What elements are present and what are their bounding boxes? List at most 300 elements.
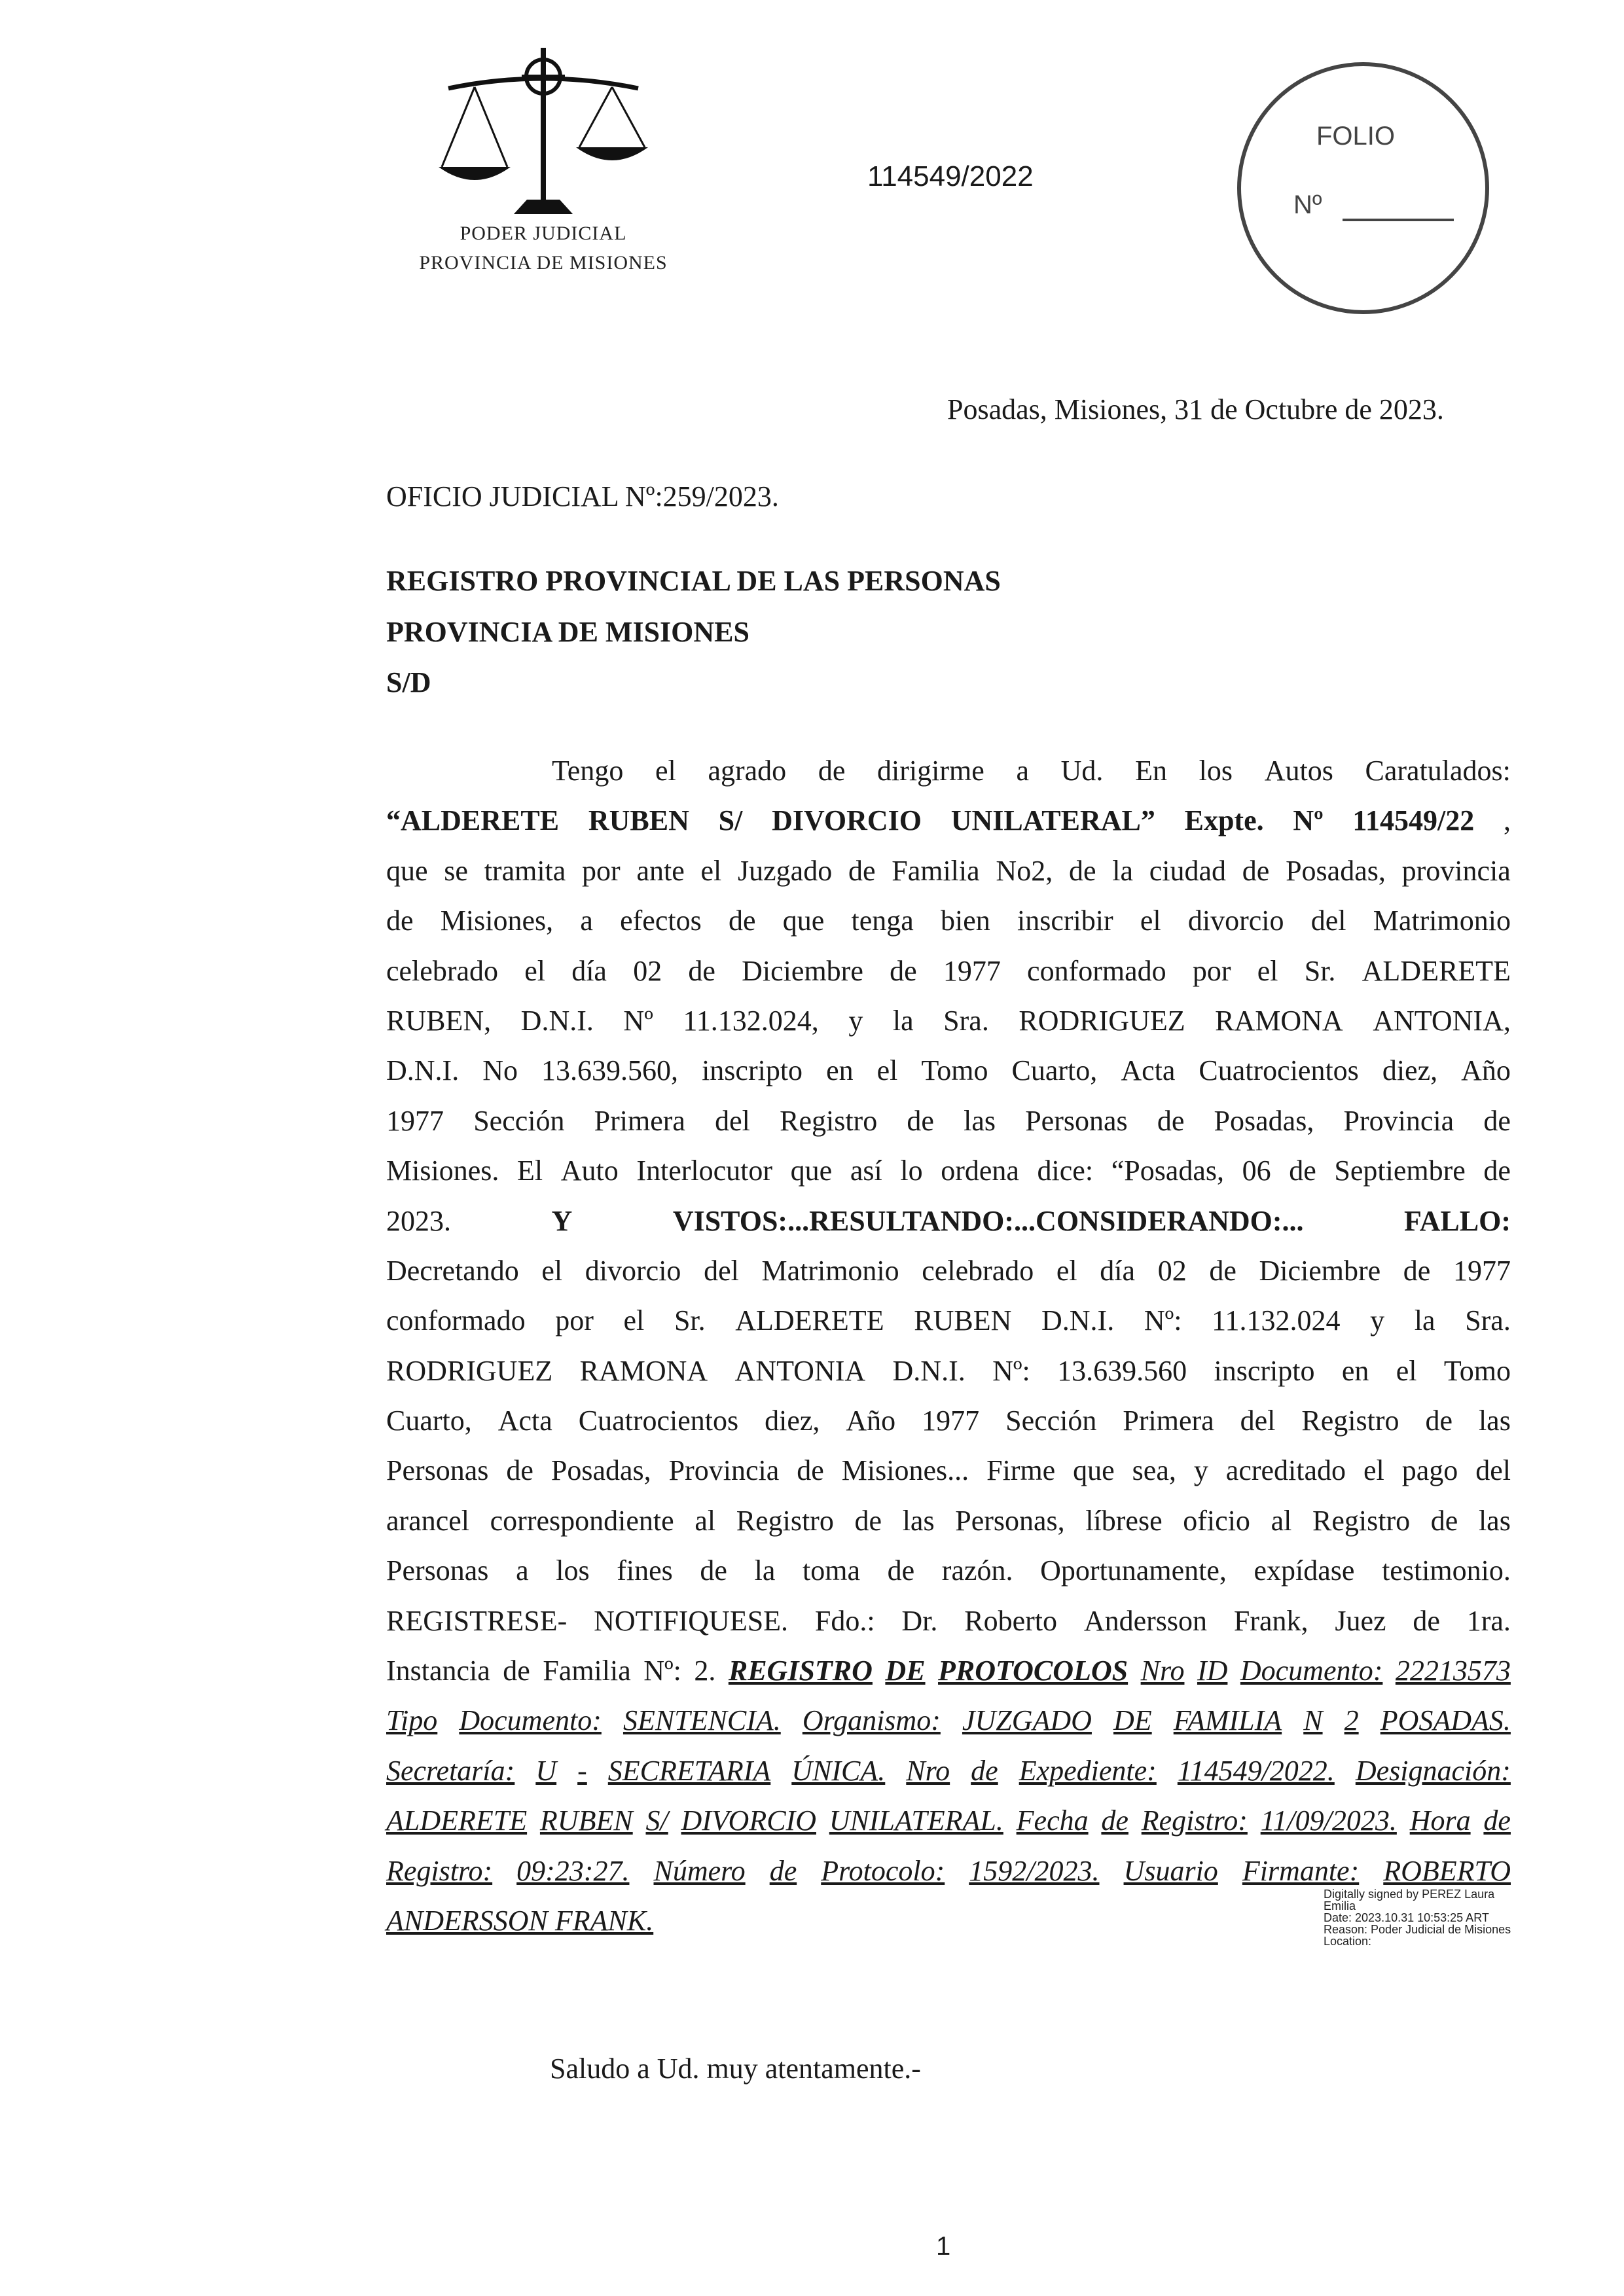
- body-word: de: [688, 954, 715, 987]
- body-word: RUBEN,: [386, 1004, 492, 1037]
- body-word: ANTONIA,: [1373, 1004, 1511, 1037]
- body-word: Número: [653, 1854, 746, 1887]
- body-line: [386, 1646, 1511, 1696]
- body-word: día: [571, 954, 607, 987]
- expediente-number: 114549/2022: [867, 160, 1034, 192]
- body-word: Oportunamente,: [1040, 1554, 1227, 1587]
- body-word: testimonio.: [1382, 1554, 1511, 1587]
- body-word: Primera: [594, 1104, 685, 1137]
- body-word: Personas: [386, 1554, 489, 1587]
- body-word: las: [1478, 1405, 1511, 1437]
- body-word: ALDERETE: [1362, 954, 1511, 987]
- body-line: [386, 1796, 1511, 1846]
- body-word: FAMILIA: [1173, 1704, 1282, 1737]
- body-word: y: [1193, 1454, 1208, 1487]
- body-line: [386, 1446, 1511, 1496]
- body-line: [386, 1296, 1511, 1346]
- body-line: [386, 946, 1511, 996]
- body-word: Primera: [1123, 1405, 1214, 1437]
- poder-judicial-logo: [399, 43, 687, 291]
- body-word: No2,: [996, 854, 1053, 887]
- body-line: [386, 1146, 1511, 1196]
- body-word: Firmante:: [1242, 1854, 1360, 1887]
- body-word: del: [715, 1104, 750, 1137]
- body-word: acreditado: [1225, 1454, 1346, 1487]
- signature-line-3: Date: 2023.10.31 10:53:25 ART: [1324, 1911, 1489, 1924]
- body-word: ROBERTO: [1383, 1854, 1511, 1887]
- body-word: dice:: [1037, 1155, 1094, 1187]
- body-word: Protocolo:: [821, 1854, 945, 1887]
- body-word: Organismo:: [802, 1704, 941, 1737]
- body-word: oficio: [1183, 1504, 1250, 1537]
- body-word: 2.: [694, 1655, 716, 1687]
- body-word: que: [1073, 1454, 1115, 1487]
- logo-line-2: PROVINCIA DE MISIONES: [419, 252, 668, 274]
- body-word: Andersson: [1083, 1604, 1208, 1637]
- body-word: 2023.: [386, 1204, 451, 1237]
- body-word: Acta: [497, 1405, 552, 1437]
- signature-line-5: Location:: [1324, 1935, 1372, 1948]
- body-word: 11.132.024: [1212, 1304, 1341, 1337]
- body-word: En: [1135, 755, 1167, 787]
- body-word: Tomo: [921, 1054, 988, 1087]
- body-word: de: [797, 1454, 824, 1487]
- body-word: inscripto: [1214, 1354, 1315, 1387]
- body-word: DE: [885, 1655, 926, 1687]
- body-word: que: [790, 1155, 833, 1187]
- body-word: ALDERETE: [386, 1804, 528, 1837]
- body-word: Posadas,: [1214, 1104, 1314, 1137]
- body-word: bien: [941, 905, 990, 937]
- folio-number-label: Nº: [1293, 190, 1322, 219]
- scales-of-justice-icon: [435, 43, 651, 219]
- body-word: a: [516, 1554, 529, 1587]
- folio-label: FOLIO: [1316, 122, 1396, 151]
- body-word: los: [1199, 755, 1233, 787]
- body-word: Registro: [1301, 1405, 1399, 1437]
- body-word: correspondiente: [490, 1504, 674, 1537]
- body-line: [386, 1046, 1511, 1096]
- body-word: UNILATERAL.: [829, 1804, 1003, 1837]
- body-word: Cuatrocientos: [578, 1405, 739, 1437]
- body-word: de: [907, 1104, 934, 1137]
- body-word: RAMONA: [1215, 1004, 1343, 1037]
- body-word: RAMONA: [579, 1354, 708, 1387]
- body-word: diez,: [1382, 1054, 1438, 1087]
- body-word: JUZGADO: [962, 1704, 1092, 1737]
- logo-line-1: PODER JUDICIAL: [460, 223, 627, 244]
- body-word: se: [444, 854, 468, 887]
- body-word: RUBEN: [914, 1304, 1012, 1337]
- folio-stamp: [1237, 62, 1489, 314]
- body-word: de: [506, 1454, 533, 1487]
- body-word: así: [850, 1155, 882, 1187]
- body-word: el: [876, 1054, 898, 1087]
- date-line: Posadas, Misiones, 31 de Octubre de 2023.: [947, 393, 1444, 425]
- body-word: expídase: [1254, 1554, 1355, 1587]
- body-word: de: [1413, 1604, 1440, 1637]
- body-word: la: [1414, 1304, 1435, 1337]
- body-word: por: [555, 1304, 594, 1337]
- body-word: Registro: [780, 1104, 878, 1137]
- body-word: inscripto: [702, 1054, 803, 1087]
- body-line: [386, 1096, 1511, 1146]
- body-word: de: [890, 954, 917, 987]
- body-word: el: [1257, 954, 1278, 987]
- body-word: de: [887, 1554, 915, 1587]
- body-word: SENTENCIA.: [623, 1704, 781, 1737]
- body-word: al: [1271, 1504, 1292, 1537]
- body-word: por: [582, 854, 621, 887]
- body-word: 22213573: [1395, 1655, 1511, 1687]
- body-line: [386, 1396, 1511, 1446]
- body-word: arancel: [386, 1504, 469, 1537]
- body-word: el: [1363, 1454, 1384, 1487]
- body-word: de: [854, 1504, 882, 1537]
- body-word: celebrado: [922, 1254, 1034, 1287]
- body-word: RODRIGUEZ: [1019, 1004, 1185, 1037]
- body-word: Ud.: [1060, 755, 1104, 787]
- body-word: 09:23:27.: [516, 1854, 630, 1887]
- body-word: VISTOS:...RESULTANDO:...CONSIDERANDO:...: [672, 1204, 1304, 1237]
- body-word: día: [1100, 1254, 1136, 1287]
- body-word: pago: [1401, 1454, 1458, 1487]
- body-word: de: [1483, 1104, 1511, 1137]
- body-word: el: [1056, 1254, 1077, 1287]
- body-word: DE: [1113, 1704, 1152, 1737]
- body-word: ANDERSSON FRANK.: [386, 1904, 654, 1937]
- body-word: El: [516, 1155, 543, 1187]
- body-word: Personas: [386, 1454, 489, 1487]
- body-word: razón.: [941, 1554, 1013, 1587]
- body-word: Frank,: [1233, 1604, 1308, 1637]
- body-word: Personas: [1025, 1104, 1128, 1137]
- body-word: 13.639.560,: [541, 1054, 679, 1087]
- body-word: Sr.: [1304, 954, 1336, 987]
- body-word: provincia: [1401, 854, 1511, 887]
- body-word: No: [482, 1054, 518, 1087]
- body-word: ANTONIA: [734, 1354, 866, 1387]
- body-word: de: [503, 1655, 530, 1687]
- body-word: Usuario: [1123, 1854, 1218, 1887]
- body-word: de: [728, 905, 756, 937]
- body-word: de: [1209, 1254, 1236, 1287]
- body-word: ID: [1197, 1655, 1228, 1687]
- body-line: [386, 796, 1511, 846]
- body-word: Registro:: [386, 1854, 493, 1887]
- body-word: Posadas,: [550, 1454, 651, 1487]
- addressee-line-3: S/D: [386, 666, 431, 698]
- body-word: Diciembre: [1259, 1254, 1381, 1287]
- body-word: sea,: [1132, 1454, 1176, 1487]
- body-word: el: [700, 854, 722, 887]
- body-word: Provincia: [668, 1454, 780, 1487]
- body-word: D.N.I.: [386, 1054, 460, 1087]
- addressee-line-2: PROVINCIA DE MISIONES: [386, 616, 749, 648]
- body-word: Dr.: [901, 1604, 938, 1637]
- body-word: de: [1157, 1104, 1185, 1137]
- body-word: Nro: [906, 1754, 950, 1787]
- body-word: S/: [718, 804, 743, 837]
- body-word: 2: [1344, 1704, 1359, 1737]
- body-word: 02: [633, 954, 662, 987]
- body-word: el: [524, 954, 545, 987]
- body-word: D.N.I.: [892, 1354, 965, 1387]
- body-word: Sr.: [674, 1304, 706, 1337]
- body-word: y: [1370, 1304, 1385, 1337]
- body-word: Tipo: [386, 1704, 438, 1737]
- body-word: divorcio: [1187, 905, 1284, 937]
- body-word: Sra.: [1465, 1304, 1511, 1337]
- body-word: divorcio: [585, 1254, 681, 1287]
- body-word: Decretando: [386, 1254, 519, 1287]
- body-word: tramita: [484, 854, 566, 887]
- body-word: de: [386, 905, 414, 937]
- body-word: del: [1475, 1454, 1511, 1487]
- body-word: PROTOCOLOS: [938, 1655, 1128, 1687]
- body-word: de: [1425, 1405, 1453, 1437]
- body-word: líbrese: [1085, 1504, 1163, 1537]
- body-word: del: [1310, 905, 1346, 937]
- body-word: D.N.I.: [1041, 1304, 1115, 1337]
- body-word: al: [695, 1504, 716, 1537]
- body-word: 1977: [386, 1104, 444, 1137]
- body-word: “Posadas,: [1111, 1155, 1224, 1187]
- digital-signature: [1324, 1888, 1533, 1947]
- body-word: Expediente:: [1019, 1754, 1157, 1787]
- body-word: Personas,: [955, 1504, 1065, 1537]
- body-word: el: [541, 1254, 563, 1287]
- body-word: N: [1303, 1704, 1323, 1737]
- body-word: Registro: [1312, 1504, 1411, 1537]
- body-word: la: [1112, 854, 1133, 887]
- body-word: la: [892, 1004, 914, 1037]
- body-word: inscribir: [1017, 905, 1113, 937]
- body-word: Expte.: [1184, 804, 1264, 837]
- body-word: Sra.: [943, 1004, 989, 1037]
- body-word: los: [556, 1554, 590, 1587]
- body-word: Instancia: [386, 1655, 490, 1687]
- body-word: Nº:: [643, 1655, 681, 1687]
- body-line: [386, 1746, 1511, 1796]
- body-word: Nº:: [1144, 1304, 1182, 1337]
- body-word: las: [1478, 1504, 1511, 1537]
- body-word: Nº: [623, 1004, 653, 1037]
- signature-line-2: Emilia: [1324, 1899, 1356, 1912]
- body-line: [386, 1196, 1511, 1246]
- body-word: a: [580, 905, 593, 937]
- body-word: ciudad: [1149, 854, 1227, 887]
- signature-line-1: Digitally signed by PEREZ Laura: [1324, 1888, 1495, 1901]
- body-word: Documento:: [459, 1704, 602, 1737]
- body-line: [386, 846, 1511, 896]
- page-number: 1: [936, 2232, 951, 2261]
- body-word: tenga: [851, 905, 914, 937]
- body-word: 06: [1242, 1155, 1271, 1187]
- body-word: Misiones.: [386, 1155, 499, 1187]
- body-word: Provincia: [1343, 1104, 1454, 1137]
- body-word: REGISTRO: [728, 1655, 873, 1687]
- body-word: ante: [636, 854, 685, 887]
- body-word: ordena: [941, 1155, 1019, 1187]
- body-word: Designación:: [1355, 1754, 1511, 1787]
- body-word: 1977: [943, 954, 1001, 987]
- body-word: Nº: [1293, 804, 1324, 837]
- body-word: Cuarto,: [386, 1405, 472, 1437]
- closing-salutation: Saludo a Ud. muy atentamente.-: [550, 2053, 921, 2085]
- body-word: Fecha: [1016, 1804, 1089, 1837]
- body-word: agrado: [708, 755, 787, 787]
- body-line: [386, 996, 1511, 1046]
- body-word: el: [1140, 905, 1161, 937]
- body-word: las: [964, 1104, 996, 1137]
- body-word: U: [535, 1754, 557, 1787]
- body-word: 11.132.024,: [683, 1004, 819, 1037]
- body-word: de: [818, 755, 846, 787]
- body-word: Interlocutor: [636, 1155, 773, 1187]
- body-word: 02: [1157, 1254, 1187, 1287]
- body-word: conformado: [386, 1304, 526, 1337]
- body-word: Año: [846, 1405, 896, 1437]
- body-word: de: [971, 1754, 998, 1787]
- body-word: de: [1403, 1254, 1431, 1287]
- body-word: DIVORCIO: [681, 1804, 816, 1837]
- body-word: Septiembre: [1334, 1155, 1466, 1187]
- body-word: Año: [1461, 1054, 1511, 1087]
- body-word: SECRETARIA: [607, 1754, 771, 1787]
- body-word: 1977: [922, 1405, 980, 1437]
- body-word: Tengo: [552, 755, 624, 787]
- body-word: celebrado: [386, 954, 498, 987]
- body-word: POSADAS.: [1380, 1704, 1511, 1737]
- body-word: que: [386, 854, 428, 887]
- body-word: que: [782, 905, 825, 937]
- body-word: de: [848, 854, 876, 887]
- body-word: Familia: [543, 1655, 631, 1687]
- addressee-line-1: REGISTRO PROVINCIAL DE LAS PERSONAS: [386, 565, 1001, 597]
- body-word: 11/09/2023.: [1260, 1804, 1397, 1837]
- body-word: conformado: [1027, 954, 1166, 987]
- body-word: Misiones...: [841, 1454, 969, 1487]
- body-word: Familia: [892, 854, 980, 887]
- body-word: de: [700, 1554, 727, 1587]
- body-word: D.N.I.: [520, 1004, 594, 1037]
- body-word: RODRIGUEZ: [386, 1354, 553, 1387]
- body-word: FALLO:: [1404, 1204, 1511, 1237]
- body-word: Tomo: [1443, 1354, 1511, 1387]
- body-word: Matrimonio: [761, 1254, 899, 1287]
- body-line: [386, 896, 1511, 946]
- body-word: Secretaría:: [386, 1754, 515, 1787]
- body-word: y: [848, 1004, 863, 1037]
- body-word: Cuarto,: [1011, 1054, 1098, 1087]
- body-word: Caratulados:: [1365, 755, 1511, 787]
- body-word: toma: [803, 1554, 860, 1587]
- body-word: S/: [645, 1804, 668, 1837]
- body-word: Matrimonio: [1373, 905, 1511, 937]
- body-word: Sección: [1005, 1405, 1097, 1437]
- body-word: 114549/2022.: [1177, 1754, 1335, 1787]
- body-word: Hora: [1409, 1804, 1471, 1837]
- body-word: la: [754, 1554, 776, 1587]
- body-word: NOTIFIQUESE.: [594, 1604, 789, 1637]
- body-word: las: [902, 1504, 935, 1537]
- body-line: [386, 1696, 1511, 1746]
- body-word: Posadas,: [1286, 854, 1386, 887]
- folio-number-blank: [1343, 219, 1454, 221]
- body-word: Roberto: [964, 1604, 1057, 1637]
- body-word: Firme: [986, 1454, 1056, 1487]
- body-word: RUBEN: [588, 804, 689, 837]
- body-word: Acta: [1121, 1054, 1176, 1087]
- body-line: [386, 1596, 1511, 1646]
- body-word: efectos: [620, 905, 702, 937]
- body-word: Documento:: [1240, 1655, 1383, 1687]
- body-word: en: [1341, 1354, 1369, 1387]
- body-word: Registro: [736, 1504, 834, 1537]
- body-word: 1592/2023.: [969, 1854, 1100, 1887]
- oficio-number: OFICIO JUDICIAL Nº:259/2023.: [386, 480, 779, 512]
- body-line: [386, 1496, 1511, 1546]
- body-word: Registro:: [1141, 1804, 1248, 1837]
- body-word: del: [1240, 1405, 1276, 1437]
- body-word: por: [1192, 954, 1231, 987]
- body-word: Juez: [1335, 1604, 1386, 1637]
- body-word: lo: [900, 1155, 923, 1187]
- body-word: de: [1483, 1155, 1511, 1187]
- body-word: de: [1430, 1504, 1458, 1537]
- body-line: [386, 1346, 1511, 1396]
- body-word: Misiones,: [440, 905, 554, 937]
- body-word: Autos: [1264, 755, 1333, 787]
- body-line: [386, 1246, 1511, 1296]
- body-word: de: [1101, 1804, 1128, 1837]
- body-word: en: [826, 1054, 854, 1087]
- body-line: [386, 1546, 1511, 1596]
- signature-line-4: Reason: Poder Judicial de Misiones: [1324, 1923, 1511, 1936]
- body-word: del: [704, 1254, 739, 1287]
- body-word: diez,: [765, 1405, 820, 1437]
- body-word: RUBEN: [539, 1804, 633, 1837]
- body-word: Cuatrocientos: [1199, 1054, 1359, 1087]
- body-word: de: [1242, 854, 1270, 887]
- body-word: -: [577, 1754, 587, 1787]
- body-word: 1977: [1453, 1254, 1511, 1287]
- body-word: Sección: [473, 1104, 565, 1137]
- body-word: 13.639.560: [1057, 1354, 1187, 1387]
- body-word: de: [1289, 1155, 1316, 1187]
- body-word: 114549/22: [1352, 804, 1475, 837]
- body-word: Juzgado: [738, 854, 833, 887]
- body-word: el: [1396, 1354, 1417, 1387]
- body-word: Auto: [560, 1155, 619, 1187]
- body-word: Diciembre: [742, 954, 863, 987]
- body-word: ,: [1503, 804, 1511, 837]
- body-word: Nro: [1140, 1655, 1185, 1687]
- body-word: Nº:: [992, 1354, 1030, 1387]
- body-word: dirigirme: [877, 755, 984, 787]
- letter-body: [386, 746, 1511, 1946]
- body-line: [386, 746, 1511, 796]
- body-word: ALDERETE: [735, 1304, 884, 1337]
- body-word: de: [769, 1854, 797, 1887]
- body-word: de: [1483, 1804, 1511, 1837]
- body-word: fines: [617, 1554, 673, 1587]
- body-word: el: [623, 1304, 645, 1337]
- body-word: de: [1068, 854, 1096, 887]
- body-word: UNILATERAL”: [950, 804, 1155, 837]
- body-word: “ALDERETE: [386, 804, 560, 837]
